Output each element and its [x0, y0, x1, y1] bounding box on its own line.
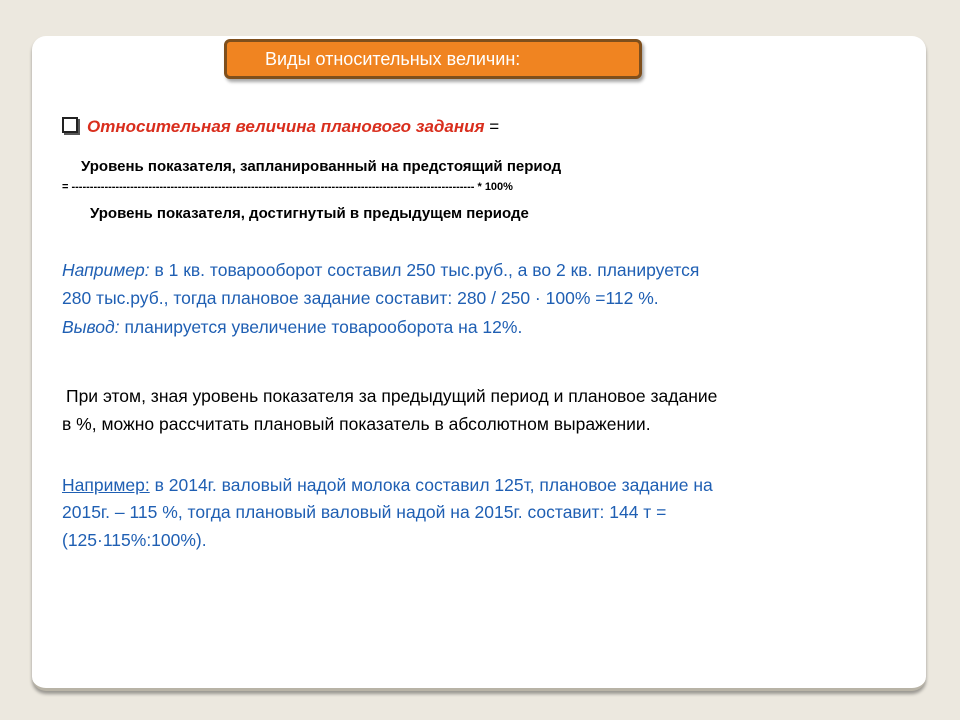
- example1-conclusion: [62, 317, 522, 338]
- checkbox-bullet-icon: [62, 117, 78, 133]
- definition-equals: =: [489, 117, 500, 136]
- example2-label: Например:: [62, 475, 150, 495]
- paragraph-line2: в %, можно рассчитать плановый показатель в абсолютном выражении.: [62, 414, 651, 434]
- example1-line2: 280 тыс.руб., тогда плановое задание составит: 280 / 250 · 100% =112 %.: [62, 288, 659, 308]
- example2-line1-text: в 2014г. валовый надой молока составил 125т, плановое задание на: [149, 475, 713, 495]
- formula-denominator: Уровень показателя, достигнутый в предыдущем периоде: [90, 205, 529, 222]
- example1-line1: [62, 260, 699, 281]
- example2-line1: [62, 475, 713, 496]
- conclusion-label: Вывод:: [62, 317, 120, 337]
- definition-term: Относительная величина планового задания: [87, 117, 485, 136]
- example2-line2: 2015г. – 115 %, тогда плановый валовый надой на 2015г. составит: 144 т =: [62, 502, 667, 522]
- example1-label: Например:: [62, 260, 150, 280]
- paragraph-line1: При этом, зная уровень показателя за предыдущий период и плановое задание: [66, 386, 718, 406]
- formula-numerator: Уровень показателя, запланированный на предстоящий период: [81, 158, 562, 175]
- example1-line1-text: в 1 кв. товарооборот составил 250 тыс.руб., а во 2 кв. планируется: [149, 260, 700, 280]
- definition-line: [62, 117, 499, 137]
- slide-title-box: [224, 39, 642, 79]
- slide-title: Виды относительных величин:: [265, 48, 521, 69]
- conclusion-text: планируется увеличение товарооборота на 12%.: [119, 317, 523, 337]
- formula-fraction-line: = -------------------------------------------------------------------------------------------------------------- * 100%: [62, 181, 513, 193]
- example2-line3: (125·115%:100%).: [62, 530, 207, 550]
